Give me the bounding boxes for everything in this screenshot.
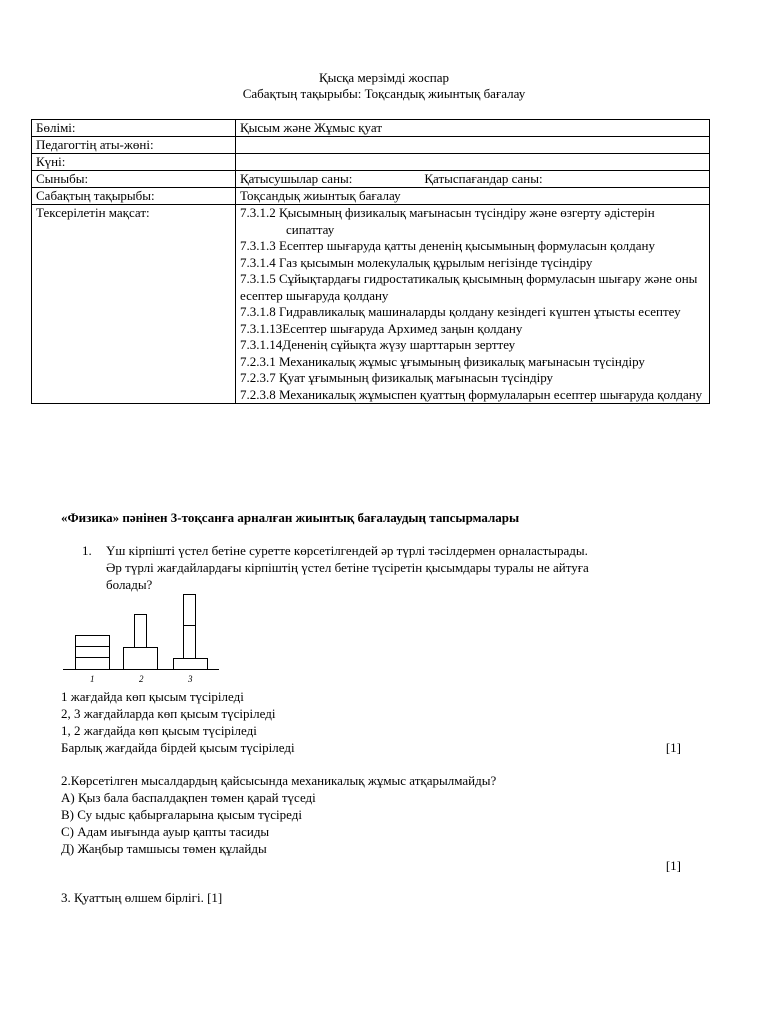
section-label: Бөлімі: [32, 120, 236, 137]
answer-option: А) Қыз бала баспалдақпен төмен қарай түседі [61, 790, 316, 805]
score-row [61, 857, 681, 874]
class-label: Сыныбы: [32, 171, 236, 188]
class-counts [236, 171, 710, 188]
question-text-line: Үш кірпішті үстел бетіне суретте көрсетілгендей әр түрлі тәсілдермен орналастырады. [106, 543, 588, 558]
objective-item: 7.3.1.4 Газ қысымын молекулалық құрылым негізінде түсіндіру [240, 254, 593, 270]
answer-option: 1 жағдайда көп қысым түсіріледі [61, 689, 244, 704]
question-text-line: Әр түрлі жағдайлардағы кірпіштің үстел бетіне түсіретін қысымдары туралы не айтуға [106, 560, 589, 575]
brick [76, 658, 110, 670]
document-title: Қысқа мерзімді жоспар [318, 70, 450, 85]
objectives-list [236, 205, 710, 404]
objective-item: 7.3.1.8 Гидравликалық машиналарды қолдану кезіндегі күштен ұтысты есептеу [240, 304, 681, 319]
question-1-options [61, 688, 681, 756]
brick [174, 659, 208, 670]
answer-option: 2, 3 жағдайларда көп қысым түсіріледі [61, 706, 276, 721]
bricks-figure [63, 590, 223, 686]
objective-item: 7.2.3.7 Қуат ұғымының физикалық мағынасын түсіндіру [240, 370, 554, 385]
objective-item: 7.3.1.2 Қысымның физикалық мағынасын түсіндіру және өзгерту әдістерін сипаттау [240, 205, 655, 237]
section-value: Қысым және Жұмыс қуат [236, 120, 710, 137]
table-row [32, 188, 710, 205]
brick [184, 595, 196, 626]
question-text-line: болады? [106, 577, 153, 592]
question-text: 3. Қуаттың өлшем бірлігі. [1] [61, 890, 223, 905]
question-text: 2.Көрсетілген мысалдардың қайсысында механикалық жұмыс атқарылмайды? [61, 773, 497, 788]
answer-option: С) Адам иығында ауыр қапты тасиды [61, 824, 270, 839]
brick [184, 626, 196, 659]
attending-label: Қатысушылар саны: [240, 171, 353, 186]
objective-item: 7.3.1.5 Сұйықтардағы гидростатикалық қысымның формуласын шығару және оны есептер шығаруда қолдану [240, 271, 698, 303]
brick [76, 636, 110, 647]
objective-label: Тексерілетін мақсат: [32, 205, 236, 404]
date-label: Күні: [32, 154, 236, 171]
answer-option-row [61, 739, 681, 756]
answer-option: Д) Жаңбыр тамшысы төмен құлайды [61, 841, 267, 856]
objective-item: 7.3.1.14Дененің сұйықта жүзу шарттарын зерттеу [240, 337, 516, 352]
table-row [32, 205, 710, 404]
figure-label: 3 [188, 674, 193, 684]
answer-option: Барлық жағдайда бірдей қысым түсіріледі [61, 740, 295, 755]
lesson-info-table [31, 119, 710, 404]
teacher-value [236, 137, 710, 154]
figure-label: 2 [139, 674, 144, 684]
section-title: «Физика» пәнінен 3-тоқсанға арналған жиынтық бағалаудың тапсырмалары [61, 510, 520, 525]
question-2 [61, 772, 681, 874]
answer-option: В) Су ыдыс қабырғаларына қысым түсіреді [61, 807, 302, 822]
topic-label: Сабақтың тақырыбы: [32, 188, 236, 205]
document-subtitle: Сабақтың тақырыбы: Тоқсандық жиынтық бағалау [242, 86, 526, 101]
objective-item: 7.2.3.8 Механикалық жұмыспен қуаттың формулаларын есептер шығаруда қолдану [240, 386, 703, 402]
date-value [236, 154, 710, 171]
table-row [32, 137, 710, 154]
table-row [32, 154, 710, 171]
topic-value: Тоқсандық жиынтық бағалау [236, 188, 710, 205]
objective-item: 7.3.1.13Есептер шығаруда Архимед заңын қолдану [240, 320, 523, 336]
table-row [32, 120, 710, 137]
objective-item: 7.3.1.3 Есептер шығаруда қатты дененің қысымының формуласын қолдану [240, 238, 656, 253]
absent-label: Қатыспағандар саны: [424, 171, 543, 186]
teacher-label: Педагогтің аты-жөні: [32, 137, 236, 154]
brick [135, 615, 147, 648]
table-row [32, 171, 710, 188]
answer-option: 1, 2 жағдайда көп қысым түсіріледі [61, 723, 257, 738]
score-mark: [1] [665, 858, 681, 873]
question-number: 1. [82, 543, 92, 558]
question-3 [61, 889, 681, 906]
objective-item: 7.2.3.1 Механикалық жұмыс ұғымының физикалық мағынасын түсіндіру [240, 353, 645, 369]
brick [76, 647, 110, 658]
brick [124, 648, 158, 670]
score-mark: [1] [665, 740, 681, 755]
figure-label: 1 [90, 674, 95, 684]
